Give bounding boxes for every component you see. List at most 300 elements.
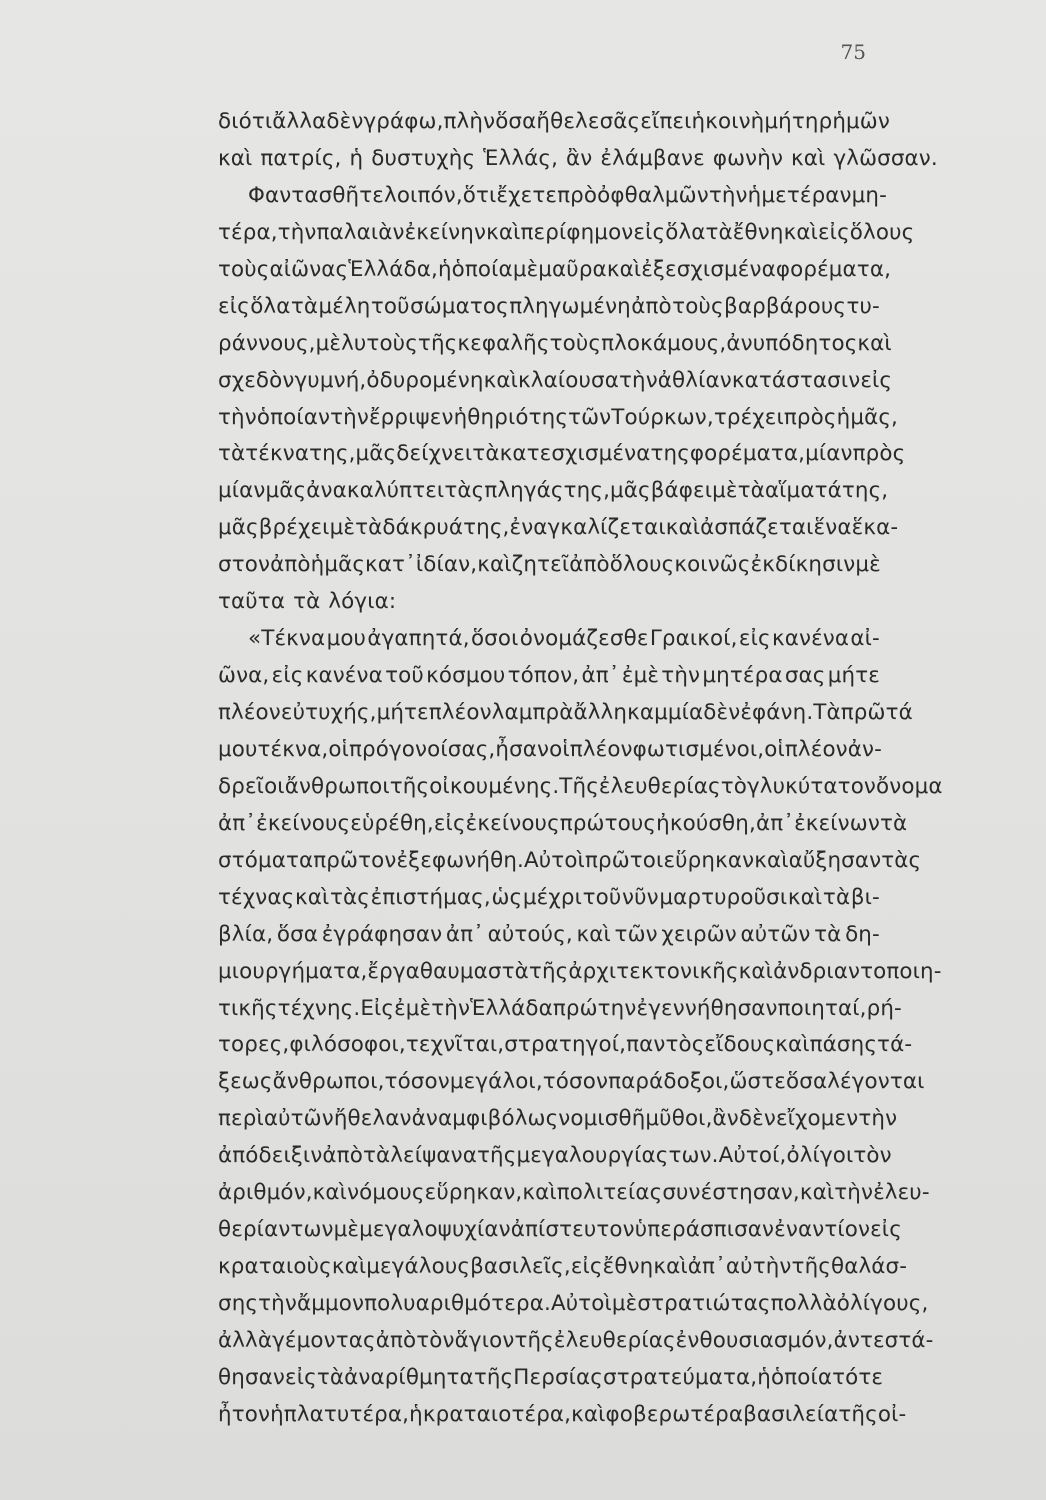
word: μου	[326, 626, 367, 652]
word: τὰ	[218, 441, 246, 467]
page-number: 75	[840, 40, 866, 64]
word: μαῦρα	[538, 256, 607, 282]
word: ἀπὸ	[270, 552, 311, 578]
word: κατεσχισμένα	[499, 441, 651, 467]
word: τὰς	[329, 884, 370, 910]
word: ἀπ᾽	[218, 810, 257, 836]
word: κλαίουσα	[518, 367, 619, 393]
text-line	[218, 400, 898, 437]
word: εἰς	[633, 219, 666, 245]
word: ἀνυπόδητος	[726, 330, 858, 356]
word: τὴν	[834, 1180, 874, 1206]
word: της,	[463, 515, 510, 541]
word: βαρβάρους	[724, 293, 847, 319]
word: ἐλευθερίας	[598, 773, 721, 799]
word: αὐτῶν	[740, 921, 811, 947]
word: κατ᾽	[365, 552, 416, 578]
word: τὴν	[218, 404, 257, 430]
word: Περσίας	[513, 1364, 603, 1390]
word: ὀνομάζεσθε	[519, 626, 649, 652]
text-line	[218, 436, 906, 473]
word: τὰ	[737, 478, 765, 504]
word: καὶ	[665, 515, 701, 541]
word: εἰς	[271, 663, 304, 689]
word: αἵματά	[764, 478, 842, 504]
word: στόματα	[218, 847, 314, 873]
word: μῦθοι,	[645, 1106, 713, 1132]
word: εἰς	[860, 367, 893, 393]
word: νόμους	[347, 1180, 425, 1206]
word: σας,	[447, 736, 496, 762]
word: ὅλα	[665, 219, 706, 245]
word: κατάστασιν	[731, 367, 861, 393]
word: πλὴν	[443, 109, 496, 134]
word: καὶ	[576, 921, 611, 947]
word: ἦσαν	[495, 736, 550, 762]
word: τὸν	[416, 1327, 455, 1353]
word: ποιηταί,	[777, 995, 867, 1021]
word: ἤθελαν	[333, 1106, 412, 1132]
word: τὰ	[362, 1143, 391, 1169]
word: τὰ	[879, 810, 908, 836]
word: τῆς	[477, 1143, 517, 1169]
word: μέλη	[318, 293, 371, 319]
word: καὶ	[571, 1401, 606, 1427]
word: οἱ	[328, 736, 349, 762]
word: ἀγαπητά,	[367, 626, 470, 652]
word: ἐναντίον	[774, 1217, 871, 1243]
word: Γραικοί,	[649, 626, 738, 652]
word: πληγάς	[484, 478, 564, 504]
word: ἐκδίκησιν	[750, 552, 856, 578]
word: φοβερωτέρα	[605, 1401, 744, 1427]
word: στρατηγοί,	[504, 1032, 627, 1058]
text-line	[218, 289, 880, 326]
word: νῦν	[622, 884, 659, 910]
word: πλέον	[784, 736, 848, 762]
word: τῶν	[614, 921, 658, 947]
word: της,	[309, 441, 356, 467]
word: των.	[668, 1143, 719, 1169]
body-text	[218, 104, 943, 1434]
word: ἡ	[453, 404, 468, 430]
word: ἐκείνων	[794, 810, 880, 836]
text-line	[218, 363, 893, 400]
word: πάσης	[809, 1032, 878, 1058]
word: ὄνομα	[876, 773, 943, 799]
word: ἐπιστήμας,	[370, 884, 491, 910]
word: τὴν	[258, 1291, 297, 1316]
word: εὐτυχής,	[280, 700, 377, 725]
text-line	[218, 141, 938, 178]
word: τὰ	[822, 884, 851, 910]
word: καὶ	[486, 219, 521, 245]
word: ἀναμφιβόλως	[411, 1106, 559, 1132]
word: ἂν	[712, 1106, 739, 1132]
word: μη-	[851, 182, 887, 208]
word: τῆς	[791, 1254, 831, 1280]
word: ἄμμον	[296, 1291, 365, 1316]
word: αἰῶνας	[269, 256, 349, 282]
word: εὕρηκαν	[663, 847, 755, 873]
word: τὴν	[661, 663, 701, 689]
word: δείχνει	[396, 441, 473, 467]
word: συνέστησαν,	[662, 1180, 800, 1206]
word: θαλάσ-	[831, 1254, 908, 1280]
word: καὶ	[791, 145, 826, 171]
word: καὶ	[483, 367, 519, 393]
word: ἄλλη	[573, 700, 628, 725]
word: μητέρα	[702, 663, 783, 689]
word: ἐλευ-	[873, 1180, 930, 1206]
word: Αὐτοὶ	[523, 847, 585, 873]
word: μήτε	[376, 700, 429, 725]
word: τὴν	[277, 219, 317, 245]
word: πληγωμένη	[509, 293, 631, 319]
word: Εἰς	[360, 995, 395, 1021]
word: τὰς	[444, 478, 485, 504]
word: ἀπὸ	[569, 552, 610, 578]
word: ἐγράφησαν	[321, 921, 443, 947]
word: πατρίς,	[260, 145, 342, 171]
word: μίαν	[218, 478, 266, 504]
word: Τὰ	[813, 700, 841, 725]
word: καὶ	[331, 1254, 367, 1280]
word: θηριότης	[467, 404, 569, 430]
word: ἡ	[691, 109, 706, 134]
word: ἐναγκαλίζεται	[509, 515, 666, 541]
word: μὲ	[329, 515, 356, 541]
word: τικῆς	[218, 995, 278, 1021]
word: Αὐτοὶ	[550, 1291, 612, 1316]
word: ἀνδριαντοποιη-	[773, 958, 942, 984]
word: τὰ	[355, 515, 383, 541]
word: ἀναρίθμητα	[344, 1364, 474, 1390]
text-line	[218, 806, 908, 843]
word: βάφει	[650, 478, 713, 504]
word: ὀλίγους,	[836, 1291, 929, 1316]
word: καὶ	[783, 219, 818, 245]
word: τοὺς	[549, 330, 602, 356]
word: θερίαν	[218, 1217, 291, 1243]
word: καὶ	[775, 1032, 810, 1058]
word: βρέχει	[258, 515, 330, 541]
word: τὰ	[316, 1364, 345, 1390]
word: ἀπ᾽	[445, 921, 484, 947]
word: μίαν	[805, 441, 853, 467]
word: ἐγεννήθησαν	[636, 995, 778, 1021]
word: τρέχει	[713, 404, 784, 430]
word: τῆς	[473, 1364, 514, 1390]
word: βασιλεῖς,	[470, 1254, 571, 1280]
word: ἡμᾶς	[310, 552, 366, 578]
word: λοιπόν,	[384, 182, 463, 208]
word: τῆς	[514, 1327, 554, 1353]
word: μὲ	[611, 1291, 638, 1316]
word: δὲν	[703, 700, 741, 725]
word: δη-	[845, 921, 880, 947]
word: λόγια:	[328, 589, 397, 615]
text-line	[218, 473, 889, 510]
text-line	[218, 1175, 930, 1212]
word: ἕκα-	[851, 515, 899, 541]
word: τοὺς	[672, 293, 724, 319]
word: ῶνα,	[218, 663, 270, 689]
word: τὸ	[720, 773, 747, 799]
word: δὲν	[326, 109, 364, 134]
word: ἔθνη	[602, 1254, 654, 1280]
word: φιλόσοφοι,	[289, 1032, 406, 1058]
word: ἐξεφωνήθη.	[396, 847, 524, 873]
word: βλία,	[218, 921, 274, 947]
text-line	[218, 510, 899, 547]
word: πρώτην	[552, 995, 637, 1021]
word: τόσον	[384, 1069, 450, 1095]
word: παράδοξοι,	[608, 1069, 730, 1095]
word: πλέον	[428, 700, 492, 725]
word: ἀνακαλύπτει	[306, 478, 445, 504]
word: τέχνης.	[277, 995, 361, 1021]
text-line	[218, 1397, 907, 1434]
word: γλυκύτατον	[746, 773, 877, 799]
word: ὥστε	[729, 1069, 786, 1095]
word: τόσον	[542, 1069, 609, 1095]
word: στον	[218, 552, 271, 578]
word: ἀπίστευτον	[510, 1217, 635, 1243]
text-line	[218, 1323, 934, 1360]
word: πλέον	[218, 700, 281, 725]
word: οἰκουμένης.	[429, 773, 560, 799]
word: πρόγονοί	[348, 736, 448, 762]
text-line	[218, 252, 892, 289]
word: ἀλλὰ	[218, 1327, 273, 1353]
word: εὕρηκαν,	[424, 1180, 523, 1206]
word: τὴν	[431, 995, 471, 1021]
word: εἴδους	[704, 1032, 776, 1058]
word: κοινὴ	[705, 109, 765, 134]
word: τέκνα,	[257, 736, 329, 762]
word: τὸν	[853, 1143, 892, 1169]
word: μὲ	[315, 330, 342, 356]
word: ἐκείνην	[404, 219, 487, 245]
word: ἀπ᾽	[755, 810, 795, 836]
word: φορέματα,	[775, 256, 892, 282]
text-line	[218, 584, 880, 621]
word: τὰς	[881, 847, 922, 873]
word: πρὸ	[557, 182, 598, 208]
text-line	[218, 1286, 929, 1323]
text-line	[218, 1101, 898, 1138]
word: τὰ	[293, 589, 321, 615]
word: μᾶς	[355, 441, 397, 467]
text-line	[218, 215, 915, 252]
word: ἄνθρωποι,	[272, 1069, 385, 1095]
word: εἰς	[817, 219, 850, 245]
word: τὴν	[708, 182, 748, 208]
word: λυτοὺς	[341, 330, 418, 356]
word: σχεδὸν	[218, 367, 295, 393]
word: δάκρυά	[382, 515, 464, 541]
word: ἐμὲ	[394, 995, 432, 1021]
word: ἄλλα	[272, 109, 327, 134]
word: ἦτον	[218, 1401, 271, 1427]
word: ἀπ᾽	[687, 1254, 726, 1280]
word: κανένα	[305, 663, 383, 689]
word: τέχνας	[218, 884, 295, 910]
word: ἐξεσχισμένα	[641, 256, 776, 282]
word: αὐτὴν	[725, 1254, 792, 1280]
word: ἡμῶν	[832, 109, 890, 134]
word: τότε	[832, 1364, 884, 1390]
word: λέγονται	[827, 1069, 925, 1095]
word: ὑπεράσπισαν	[634, 1217, 775, 1243]
word: ἀπὸ	[375, 1327, 417, 1353]
word: μήτε	[827, 663, 880, 689]
text-line	[218, 1360, 884, 1397]
word: πολιτείας	[556, 1180, 663, 1206]
text-line	[218, 104, 890, 141]
word: καὶ	[857, 330, 892, 356]
word: Τούρκων,	[611, 404, 714, 430]
word: μὲ	[512, 256, 539, 282]
word: εἰς	[218, 293, 250, 319]
word: ἐλάμβανε	[600, 145, 705, 171]
text-line	[218, 178, 887, 215]
word: τῆς	[389, 773, 430, 799]
word: τόπον,	[507, 663, 580, 689]
word: πλατυτέρα,	[283, 1401, 410, 1427]
word: μέχρι	[522, 884, 582, 910]
word: φωνὴν	[712, 145, 784, 171]
word: ὅσα	[786, 1069, 828, 1095]
word: ἡ	[437, 256, 452, 282]
word: ὅσα	[276, 921, 319, 947]
word: τὴν	[330, 404, 369, 430]
word: ὅλους	[609, 552, 675, 578]
word: περίφημον	[520, 219, 634, 245]
word: γλῶσσαν.	[833, 145, 938, 171]
word: Ἑλλάς,	[483, 145, 559, 171]
word: κανένα	[771, 626, 850, 652]
word: ὡς	[491, 884, 523, 910]
word: σης	[218, 1291, 259, 1316]
word: ἐλευθερίας	[553, 1327, 676, 1353]
text-line	[218, 621, 880, 658]
word: εἴχομεν	[775, 1106, 859, 1132]
word: Ἑλλάδα	[470, 995, 553, 1021]
text-line	[218, 991, 902, 1028]
word: παλαιὰν	[316, 219, 405, 245]
word: ἀπόδειξιν	[218, 1143, 323, 1169]
word: αἰ-	[850, 626, 880, 652]
word: καὶ	[477, 552, 512, 578]
word: λαμπρὰ	[491, 700, 574, 725]
word: τορες,	[218, 1032, 290, 1058]
word: ὅτι	[462, 182, 497, 208]
word: κραταιοὺς	[218, 1254, 332, 1280]
word: οἱ	[764, 736, 785, 762]
word: ἀπὸ	[322, 1143, 363, 1169]
word: «Τέκνα	[248, 626, 326, 652]
text-line	[218, 547, 880, 584]
word: σώματος	[410, 293, 509, 319]
text-line	[218, 843, 922, 880]
word: Αὐτοί,	[718, 1143, 787, 1169]
word: μᾶς	[265, 478, 307, 504]
word: καμμία	[627, 700, 704, 725]
word: εἰς	[738, 626, 771, 652]
word: κραταιοτέρα,	[422, 1401, 572, 1427]
word: ἡμετέραν	[747, 182, 852, 208]
word: τά-	[877, 1032, 913, 1058]
word: ράννους,	[218, 330, 316, 356]
text-line	[218, 1027, 913, 1064]
word: εὑρέθη,	[350, 810, 434, 836]
word: σας	[784, 663, 826, 689]
word: τῆς	[838, 1401, 878, 1427]
word: ἐκείνους	[256, 810, 351, 836]
word: οἰ-	[877, 1401, 907, 1427]
word: της	[650, 441, 690, 467]
word: ἀντεστά-	[833, 1327, 934, 1353]
word: μᾶς	[610, 478, 651, 504]
word: τὰ	[472, 441, 500, 467]
word: Ἑλλάδα,	[348, 256, 438, 282]
word: μεγάλους	[366, 1254, 471, 1280]
word: στρατεύματα,	[603, 1364, 758, 1390]
word: μου	[218, 736, 258, 762]
word: ζητεῖ	[511, 552, 570, 578]
text-line	[218, 1212, 902, 1249]
word: δὲν	[738, 1106, 776, 1132]
word: ὅλα	[250, 293, 291, 319]
word: τὴν	[858, 1106, 898, 1132]
word: δυστυχὴς	[371, 145, 476, 171]
word: ἤθελε	[536, 109, 600, 134]
word: τὰ	[705, 219, 733, 245]
word: μιουργήματα,	[218, 958, 368, 984]
word: εἰς	[433, 810, 466, 836]
word: τοὺς	[218, 256, 270, 282]
word: καὶ	[606, 256, 642, 282]
word: κόσμου	[426, 663, 506, 689]
word: μεγαλουργίας	[516, 1143, 669, 1169]
word: ἀσπάζεται	[700, 515, 814, 541]
word: καὶ	[738, 958, 774, 984]
word: εἰς	[570, 1254, 603, 1280]
word: ὁποίαν	[256, 404, 331, 430]
word: αὐτῶν	[263, 1106, 334, 1132]
word: τῶν	[568, 404, 612, 430]
word: ἔρριψεν	[368, 404, 454, 430]
word: θησαν	[218, 1364, 286, 1390]
word: ὁποία	[451, 256, 513, 282]
word: πλοκάμους,	[601, 330, 727, 356]
word: τὰ	[814, 921, 842, 947]
word: ἐμὲ	[621, 663, 660, 689]
word: φωτισμένοι,	[632, 736, 765, 762]
word: νομισθῆ	[558, 1106, 646, 1132]
word: αὔξησαν	[788, 847, 882, 873]
word: τοῦ	[582, 884, 622, 910]
text-line	[218, 1249, 908, 1286]
word: της,	[563, 478, 611, 504]
word: ἂν	[566, 145, 593, 171]
word: ξεως	[218, 1069, 273, 1095]
word: μὲ	[333, 1217, 360, 1243]
word: ὅλους	[849, 219, 915, 245]
text-line	[218, 695, 913, 732]
